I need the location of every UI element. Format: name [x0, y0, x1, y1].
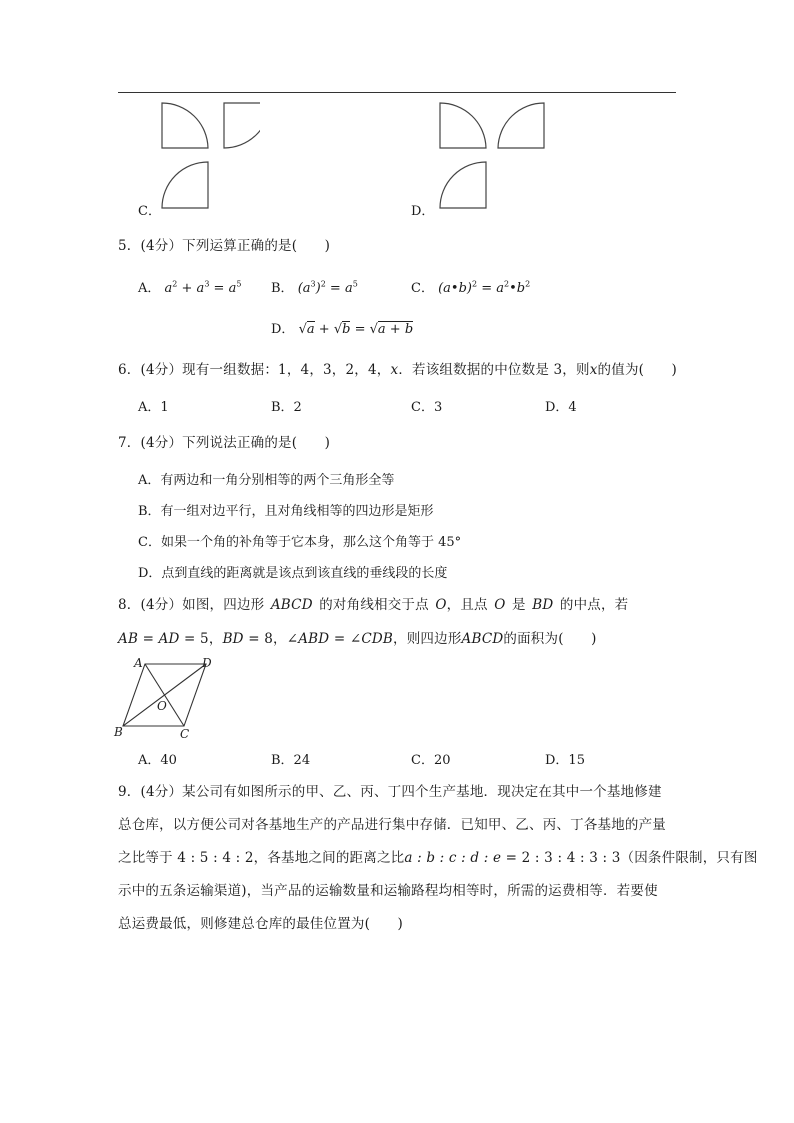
- stem-text: = 8: [243, 631, 274, 647]
- stem-text: 的面积为( ): [503, 631, 597, 647]
- question-8-stem-line2: [118, 627, 597, 647]
- stem-text: 之比等于 4 : 5 : 4 : 2，各基地之间的距离之比: [118, 850, 405, 866]
- header-rule: [118, 92, 676, 93]
- option-label: A．: [138, 281, 161, 296]
- question-7-stem: 7．(4分）下列说法正确的是( ): [118, 435, 331, 451]
- q6-option-c: C．3: [411, 400, 443, 415]
- exponent: 5: [352, 279, 358, 289]
- math-text: (a: [297, 281, 311, 296]
- stem-text: ．若该组数据的中位数是 3，则: [398, 362, 590, 378]
- quarter-circle-shape: [440, 162, 486, 208]
- q5-option-b: [271, 277, 358, 296]
- q8-option-c: C．20: [411, 753, 451, 768]
- q7-option-d: D．点到直线的距离就是该点到该直线的垂线段的长度: [138, 566, 448, 581]
- math-var: BD: [532, 597, 554, 613]
- exponent: 5: [236, 279, 242, 289]
- math-var: ABD: [298, 631, 330, 647]
- math-var: ABCD: [270, 597, 313, 613]
- stem-text: = 2 : 3 : 4 : 3 : 3（因条件限制，只有图: [501, 850, 758, 866]
- stem-text: 的值为( ): [597, 362, 677, 378]
- math-text: = a: [477, 281, 504, 296]
- stem-text: 的对角线相交于点: [319, 597, 429, 613]
- stem-text: ，且点: [446, 597, 488, 613]
- math-text: ): [315, 281, 321, 296]
- vertex-label-d: D: [202, 656, 212, 670]
- vertex-label-a: A: [134, 656, 143, 670]
- option-c-label: C．: [138, 204, 161, 219]
- sqrt-sign: √: [333, 322, 343, 337]
- exponent: 3: [204, 279, 210, 289]
- q5-option-d: [271, 318, 413, 337]
- exponent: 3: [310, 279, 316, 289]
- stem-text: 6．(4分）现有一组数据：1，4，3，2，4，: [118, 362, 391, 378]
- diagonal-bd: [123, 664, 206, 726]
- math-text: =: [350, 322, 370, 337]
- exponent: 2: [172, 279, 178, 289]
- stem-text: 8．(4分）如图，四边形: [118, 597, 265, 613]
- math-text: (a•b): [438, 281, 472, 296]
- q7-option-a: A．有两边和一角分别相等的两个三角形全等: [138, 473, 395, 488]
- math-text: b: [342, 322, 351, 337]
- option-label: B．: [271, 281, 294, 296]
- math-text: +: [314, 322, 334, 337]
- q8-option-b: B．24: [271, 753, 311, 768]
- q5-option-a: [138, 277, 241, 296]
- math-text: = a: [209, 281, 237, 296]
- center-label-o: O: [157, 699, 167, 713]
- exponent: 2: [525, 279, 531, 289]
- q7-option-b: B．有一组对边平行，且对角线相等的四边形是矩形: [138, 504, 434, 519]
- question-8-stem-line1: [118, 593, 628, 613]
- question-9-line2: 总仓库，以方便公司对各基地生产的产品进行集中存储．已知甲、乙、丙、丁各基地的产量: [118, 817, 666, 833]
- quarter-circle-shape: [162, 103, 208, 148]
- stem-text: ，则四边形: [393, 631, 462, 647]
- option-d-figure: [428, 98, 553, 216]
- question-9-line5: 总运费最低，则修建总仓库的最佳位置为( ): [118, 916, 403, 932]
- math-var: AB: [118, 631, 139, 647]
- math-var: x: [390, 362, 399, 378]
- quarter-circle-shape: [162, 162, 208, 208]
- exponent: 2: [504, 279, 510, 289]
- math-text: + a: [177, 281, 205, 296]
- q8-parallelogram-figure: [112, 652, 222, 742]
- option-c-figure: [150, 98, 260, 216]
- stem-text: = 5: [179, 631, 209, 647]
- q6-option-d: D．4: [545, 400, 577, 415]
- math-text: a: [306, 322, 315, 337]
- q8-option-d: D．15: [545, 753, 585, 768]
- vertex-label-c: C: [180, 727, 190, 741]
- quarter-circle-shape: [440, 103, 486, 148]
- stem-text: 的中点，若: [559, 597, 629, 613]
- math-var: x: [589, 362, 598, 378]
- sqrt-sign: √: [298, 322, 307, 337]
- vertex-label-b: B: [114, 725, 123, 739]
- math-text: a + b: [377, 322, 414, 337]
- exponent: 2: [471, 279, 478, 289]
- math-var: AD: [158, 631, 180, 647]
- math-text: •b: [509, 281, 526, 296]
- question-6-stem: [118, 358, 677, 378]
- q6-option-b: B．2: [271, 400, 302, 415]
- stem-text: = ∠: [329, 631, 362, 647]
- question-9-line3: [118, 846, 758, 866]
- option-d-label: D．: [411, 204, 435, 219]
- math-text: = a: [325, 281, 353, 296]
- math-var: a : b : c : d : e: [404, 850, 502, 866]
- stem-text: 是: [512, 597, 526, 613]
- quarter-circle-shape: [224, 103, 260, 148]
- question-9-line4: 示中的五条运输渠道)，当产品的运输数量和运输路程均相等时，所需的运费相等．若要使: [118, 883, 658, 899]
- stem-text: ，: [208, 631, 223, 647]
- math-var: BD: [222, 631, 244, 647]
- sqrt-sign: √: [369, 322, 378, 337]
- math-var: ABCD: [461, 631, 504, 647]
- q8-option-a: A．40: [138, 753, 177, 768]
- option-label: D．: [271, 322, 295, 337]
- q6-option-a: A．1: [138, 400, 169, 415]
- math-var: O: [494, 597, 506, 613]
- q5-option-c: [411, 277, 530, 296]
- sqrt-expression: [299, 322, 414, 337]
- quarter-circle-shape: [498, 103, 544, 148]
- option-label: C．: [411, 281, 434, 296]
- math-text: a: [164, 281, 173, 296]
- question-5-stem: 5．(4分）下列运算正确的是( ): [118, 238, 331, 254]
- stem-text: ，∠: [273, 631, 299, 647]
- exponent: 2: [320, 279, 326, 289]
- math-var: CDB: [361, 631, 394, 647]
- question-9-line1: 9．(4分）某公司有如图所示的甲、乙、丙、丁四个生产基地．现决定在其中一个基地修建: [118, 784, 662, 800]
- math-var: O: [435, 597, 447, 613]
- q7-option-c: C．如果一个角的补角等于它本身，那么这个角等于 45°: [138, 535, 462, 550]
- stem-text: =: [138, 631, 159, 647]
